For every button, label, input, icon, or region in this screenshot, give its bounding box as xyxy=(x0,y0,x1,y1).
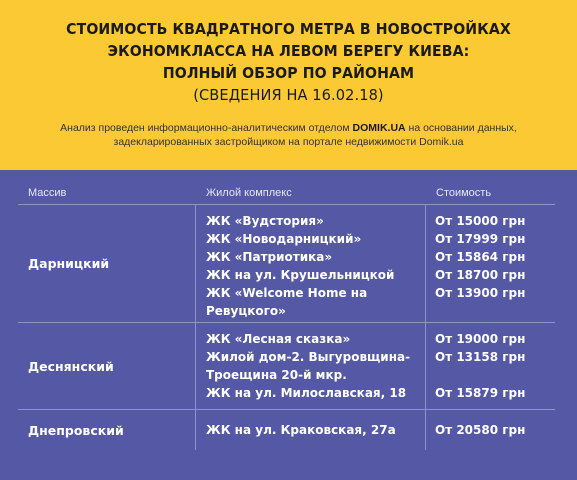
complex-name: ЖК на ул. Краковская, 27а xyxy=(206,423,396,437)
column-header-price: Стоимость xyxy=(436,187,492,199)
complex-cell xyxy=(196,410,426,450)
complex-name: Жилой дом-2. Выгуровщина- xyxy=(206,350,411,364)
column-header-district: Массив xyxy=(28,187,67,199)
district-cell: Дарницкий xyxy=(18,205,196,322)
source-note xyxy=(0,121,577,149)
table-header xyxy=(18,184,555,205)
price-cell xyxy=(426,410,555,450)
complex-name: ЖК на ул. Милославская, 18 xyxy=(206,386,407,400)
header-banner xyxy=(0,0,577,170)
source-post: на основании данных, xyxy=(405,122,517,134)
complex-cell xyxy=(196,205,426,322)
price-spacer xyxy=(435,366,555,384)
table-row xyxy=(18,410,555,450)
complex-name: ЖК на ул. Крушельницкой xyxy=(206,268,395,282)
column-header-complex: Жилой комплекс xyxy=(206,187,292,199)
title-line-2: ЭКОНОМКЛАССА НА ЛЕВОМ БЕРЕГУ КИЕВА: xyxy=(107,42,470,60)
source-brand: DOMIK.UA xyxy=(352,122,406,134)
complex-name: ЖК «Лесная сказка» xyxy=(206,332,351,346)
price-cell xyxy=(426,205,555,322)
price-cell xyxy=(426,323,555,409)
complex-name: ЖК «Патриотика» xyxy=(206,250,333,264)
price-value: От 20580 грн xyxy=(435,423,526,437)
price-value: От 19000 грн xyxy=(435,332,526,346)
complex-cell xyxy=(196,323,426,409)
title-line-3: ПОЛНЫЙ ОБЗОР ПО РАЙОНАМ xyxy=(162,64,415,82)
complex-name: ЖК «Welcome Home на xyxy=(206,286,368,300)
price-value: От 13900 грн xyxy=(435,286,526,300)
complex-name: ЖК «Новодарницкий» xyxy=(206,232,362,246)
table-row xyxy=(18,205,555,323)
date-line: (СВЕДЕНИЯ НА 16.02.18) xyxy=(193,86,384,104)
price-value: От 13158 грн xyxy=(435,350,526,364)
table-row xyxy=(18,323,555,410)
price-value: От 18700 грн xyxy=(435,268,526,282)
page-title xyxy=(17,18,559,106)
district-cell: Днепровский xyxy=(18,410,196,450)
price-value: От 17999 грн xyxy=(435,232,526,246)
district-cell: Деснянский xyxy=(18,323,196,409)
price-value: От 15879 грн xyxy=(435,386,526,400)
source-line-1 xyxy=(0,121,577,135)
source-line-2: задекларированных застройщиком на портале недвижимости Domik.ua xyxy=(113,136,464,148)
complex-name: Троещина 20-й мкр. xyxy=(206,368,347,382)
title-line-1: СТОИМОСТЬ КВАДРАТНОГО МЕТРА В НОВОСТРОЙКАХ xyxy=(66,20,511,38)
price-value: От 15864 грн xyxy=(435,250,526,264)
complex-name: ЖК «Вудстория» xyxy=(206,214,324,228)
complex-name: Ревуцкого» xyxy=(206,304,286,318)
source-pre: Анализ проведен информационно-аналитическим отделом xyxy=(60,122,353,134)
price-table xyxy=(18,184,555,450)
price-value: От 15000 грн xyxy=(435,214,526,228)
